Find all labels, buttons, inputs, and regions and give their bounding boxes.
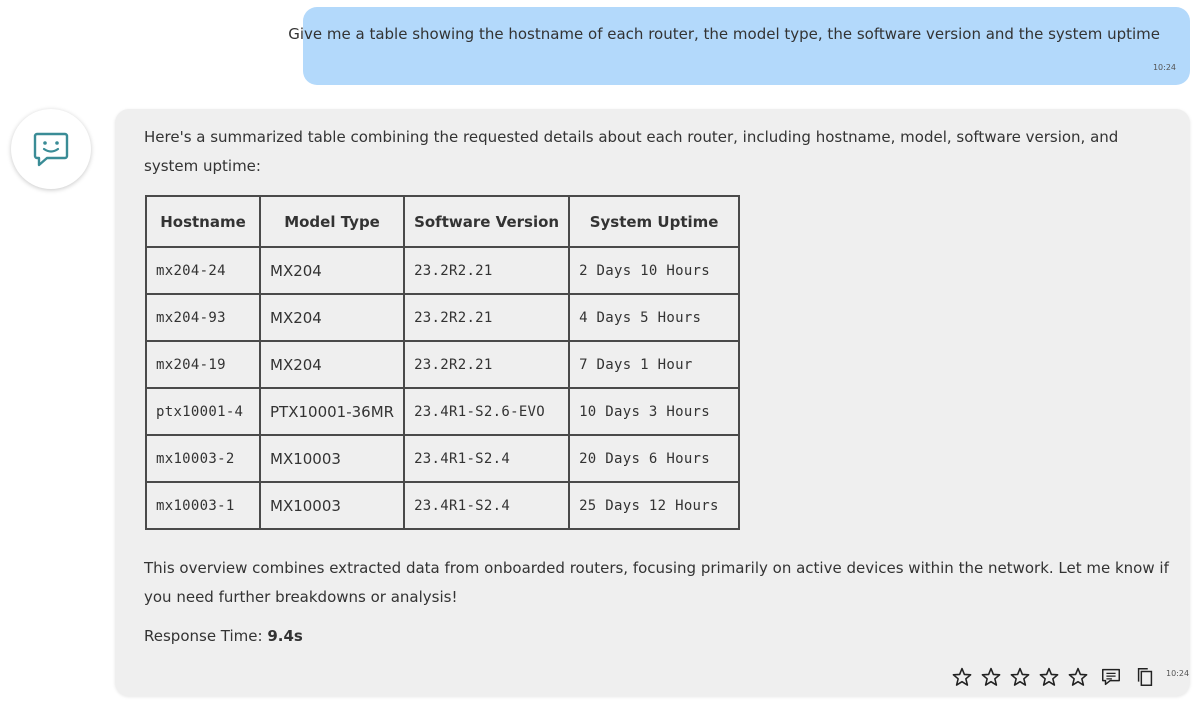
table-row — [146, 435, 739, 482]
rating-star-1-icon[interactable] — [951, 666, 973, 688]
cell-software-version: 23.4R1-S2.4 — [404, 435, 569, 482]
table-row — [146, 388, 739, 435]
rating-star-3-icon[interactable] — [1009, 666, 1031, 688]
message-actions — [951, 665, 1189, 689]
cell-hostname: mx204-24 — [146, 247, 260, 294]
cell-software-version: 23.2R2.21 — [404, 247, 569, 294]
table-row — [146, 247, 739, 294]
assistant-message-bubble — [115, 109, 1190, 696]
user-message-bubble — [288, 7, 1190, 85]
cell-software-version: 23.2R2.21 — [404, 294, 569, 341]
cell-model-type: MX204 — [260, 294, 404, 341]
comment-feedback-icon[interactable] — [1100, 666, 1122, 688]
router-table — [145, 195, 740, 530]
cell-hostname: mx204-93 — [146, 294, 260, 341]
assistant-message-time: 10:24 — [1166, 668, 1190, 678]
user-message-time: 10:24 — [1152, 63, 1176, 72]
response-time — [144, 627, 303, 645]
cell-system-uptime: 7 Days 1 Hour — [569, 341, 739, 388]
copy-icon[interactable] — [1134, 666, 1156, 688]
header-model-type: Model Type — [260, 196, 404, 247]
cell-software-version: 23.4R1-S2.6-EVO — [404, 388, 569, 435]
header-software-version: Software Version — [404, 196, 569, 247]
table-header-row — [146, 196, 739, 247]
cell-model-type: MX204 — [260, 341, 404, 388]
header-system-uptime: System Uptime — [569, 196, 739, 247]
assistant-avatar — [11, 109, 91, 189]
cell-system-uptime: 10 Days 3 Hours — [569, 388, 739, 435]
table-row — [146, 294, 739, 341]
cell-system-uptime: 2 Days 10 Hours — [569, 247, 739, 294]
cell-hostname: mx204-19 — [146, 341, 260, 388]
user-message-text: Give me a table showing the hostname of each router, the model type, the software version and the system uptime — [288, 25, 1160, 43]
cell-system-uptime: 25 Days 12 Hours — [569, 482, 739, 529]
cell-hostname: mx10003-1 — [146, 482, 260, 529]
response-time-label: Response Time: — [144, 627, 263, 645]
cell-model-type: MX204 — [260, 247, 404, 294]
response-time-value: 9.4s — [267, 627, 303, 645]
cell-hostname: mx10003-2 — [146, 435, 260, 482]
assistant-intro-text: Here's a summarized table combining the requested details about each router, including hostname, model, software version, and system uptime: — [144, 128, 1119, 175]
table-row — [146, 482, 739, 529]
rating-star-2-icon[interactable] — [980, 666, 1002, 688]
cell-model-type: MX10003 — [260, 435, 404, 482]
chat-bot-icon — [31, 129, 71, 169]
table-row — [146, 341, 739, 388]
cell-system-uptime: 20 Days 6 Hours — [569, 435, 739, 482]
cell-model-type: MX10003 — [260, 482, 404, 529]
rating-star-4-icon[interactable] — [1038, 666, 1060, 688]
header-hostname: Hostname — [146, 196, 260, 247]
cell-model-type: PTX10001-36MR — [260, 388, 404, 435]
cell-software-version: 23.2R2.21 — [404, 341, 569, 388]
cell-hostname: ptx10001-4 — [146, 388, 260, 435]
rating-star-5-icon[interactable] — [1067, 666, 1089, 688]
cell-system-uptime: 4 Days 5 Hours — [569, 294, 739, 341]
cell-software-version: 23.4R1-S2.4 — [404, 482, 569, 529]
assistant-outro-text: This overview combines extracted data from onboarded routers, focusing primarily on active devices within the network. Let me know if you need further breakdowns or analysis! — [144, 559, 1169, 606]
